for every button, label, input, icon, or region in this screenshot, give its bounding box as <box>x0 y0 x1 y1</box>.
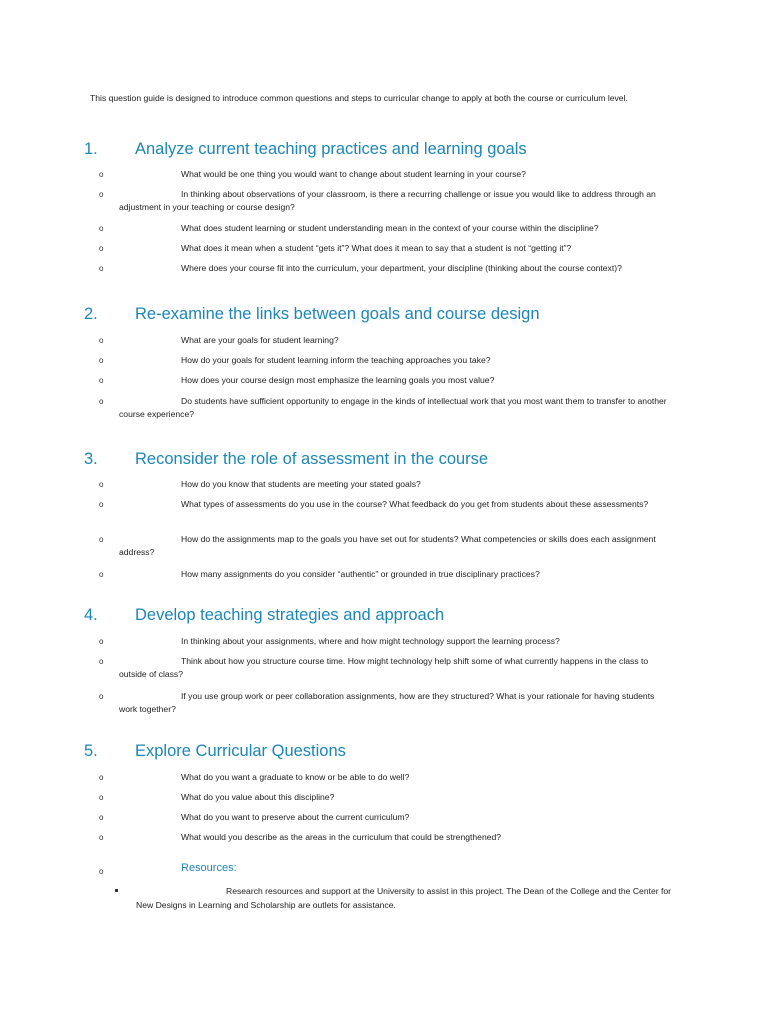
section-number: 3. <box>84 450 98 468</box>
circle-bullet-icon: o <box>99 170 104 179</box>
question-item <box>0 690 768 716</box>
question-text: What types of assessments do you use in the course? What feedback do you get from students about these assessments? <box>181 499 649 509</box>
question-text: How do your goals for student learning inform the teaching approaches you take? <box>181 355 491 365</box>
question-item <box>0 374 768 387</box>
question-text: Do students have sufficient opportunity to engage in the kinds of intellectual work that you most want them to transfer to another course experience? <box>119 396 667 419</box>
intro-paragraph: This question guide is designed to introduce common questions and steps to curricular change to apply at both the course or curriculum level. <box>90 93 628 103</box>
square-bullet-icon <box>115 889 118 892</box>
section-title: Reconsider the role of assessment in the course <box>135 450 489 468</box>
section-2 <box>0 305 768 419</box>
circle-bullet-icon: o <box>99 657 104 666</box>
section-title: Re-examine the links between goals and course design <box>135 305 540 323</box>
circle-bullet-icon: o <box>99 692 104 701</box>
question-item <box>0 655 768 681</box>
section-1 <box>0 140 768 273</box>
section-3 <box>0 450 768 579</box>
question-item <box>0 222 768 235</box>
question-item <box>0 188 768 214</box>
question-item <box>0 771 768 784</box>
resources-bullet: o <box>99 867 104 876</box>
resources-item-text: Research resources and support at the University to assist in this project. The Dean of the College and the Center for New Designs in Learning and Scholarship are outlets for assistance. <box>136 886 672 910</box>
question-item <box>0 498 768 511</box>
circle-bullet-icon: o <box>99 773 104 782</box>
question-text: How do you know that students are meeting your stated goals? <box>181 479 421 489</box>
resources-item <box>0 884 768 912</box>
circle-bullet-icon: o <box>99 833 104 842</box>
question-text: What do you value about this discipline? <box>181 792 335 802</box>
circle-bullet-icon: o <box>99 356 104 365</box>
question-item <box>0 478 768 491</box>
question-item <box>0 831 768 844</box>
circle-bullet-icon: o <box>99 264 104 273</box>
section-title: Analyze current teaching practices and learning goals <box>135 140 527 158</box>
circle-bullet-icon: o <box>99 244 104 253</box>
circle-bullet-icon: o <box>99 500 104 509</box>
question-item <box>0 533 768 559</box>
section-heading <box>0 606 768 630</box>
question-item <box>0 354 768 367</box>
section-number: 4. <box>84 606 98 624</box>
question-text: What do you want a graduate to know or be able to do well? <box>181 772 410 782</box>
question-text: How does your course design most emphasize the learning goals you most value? <box>181 375 495 385</box>
question-item <box>0 334 768 347</box>
question-text: Where does your course fit into the curriculum, your department, your discipline (thinking about the course context)? <box>181 263 622 273</box>
question-item <box>0 791 768 804</box>
question-item <box>0 568 768 581</box>
section-heading <box>0 742 768 766</box>
section-heading <box>0 450 768 474</box>
circle-bullet-icon: o <box>99 336 104 345</box>
circle-bullet-icon: o <box>99 224 104 233</box>
section-title: Develop teaching strategies and approach <box>135 606 445 624</box>
circle-bullet-icon: o <box>99 397 104 406</box>
section-number: 1. <box>84 140 98 158</box>
circle-bullet-icon: o <box>99 376 104 385</box>
question-text: What would you describe as the areas in the curriculum that could be strengthened? <box>181 832 502 842</box>
circle-bullet-icon: o <box>99 570 104 579</box>
section-heading <box>0 140 768 164</box>
question-text: What would be one thing you would want to change about student learning in your course? <box>181 169 526 179</box>
question-text: How do the assignments map to the goals you have set out for students? What competencies or skills does each assignment address? <box>119 534 656 557</box>
question-text: If you use group work or peer collaboration assignments, how are they structured? What is your rationale for having students work together? <box>119 691 655 714</box>
circle-bullet-icon: o <box>99 535 104 544</box>
resources-label: Resources: <box>181 862 237 874</box>
section-title: Explore Curricular Questions <box>135 742 346 760</box>
section-number: 2. <box>84 305 98 323</box>
section-heading <box>0 305 768 329</box>
question-item <box>0 395 768 421</box>
question-item <box>0 168 768 181</box>
question-text: What does student learning or student understanding mean in the context of your course within the discipline? <box>181 223 599 233</box>
circle-bullet-icon: o <box>99 480 104 489</box>
question-text: In thinking about your assignments, where and how might technology support the learning process? <box>181 636 560 646</box>
question-text: What does it mean when a student “gets it”? What does it mean to say that a student is not “getting it”? <box>181 243 572 253</box>
question-item <box>0 635 768 648</box>
section-4 <box>0 606 768 714</box>
circle-bullet-icon: o <box>99 190 104 199</box>
question-item <box>0 811 768 824</box>
question-text: What do you want to preserve about the current curriculum? <box>181 812 410 822</box>
circle-bullet-icon: o <box>99 813 104 822</box>
question-text: In thinking about observations of your classroom, is there a recurring challenge or issue you would like to address through an adjustment in your teaching or course design? <box>119 189 656 212</box>
question-text: How many assignments do you consider “authentic” or grounded in true disciplinary practices? <box>181 569 540 579</box>
question-text: What are your goals for student learning? <box>181 335 339 345</box>
question-text: Think about how you structure course time. How might technology help shift some of what currently happens in the class to outside of class? <box>119 656 649 679</box>
section-5 <box>0 742 768 842</box>
section-number: 5. <box>84 742 98 760</box>
circle-bullet-icon: o <box>99 793 104 802</box>
circle-bullet-icon: o <box>99 637 104 646</box>
question-item <box>0 242 768 255</box>
question-item <box>0 262 768 275</box>
